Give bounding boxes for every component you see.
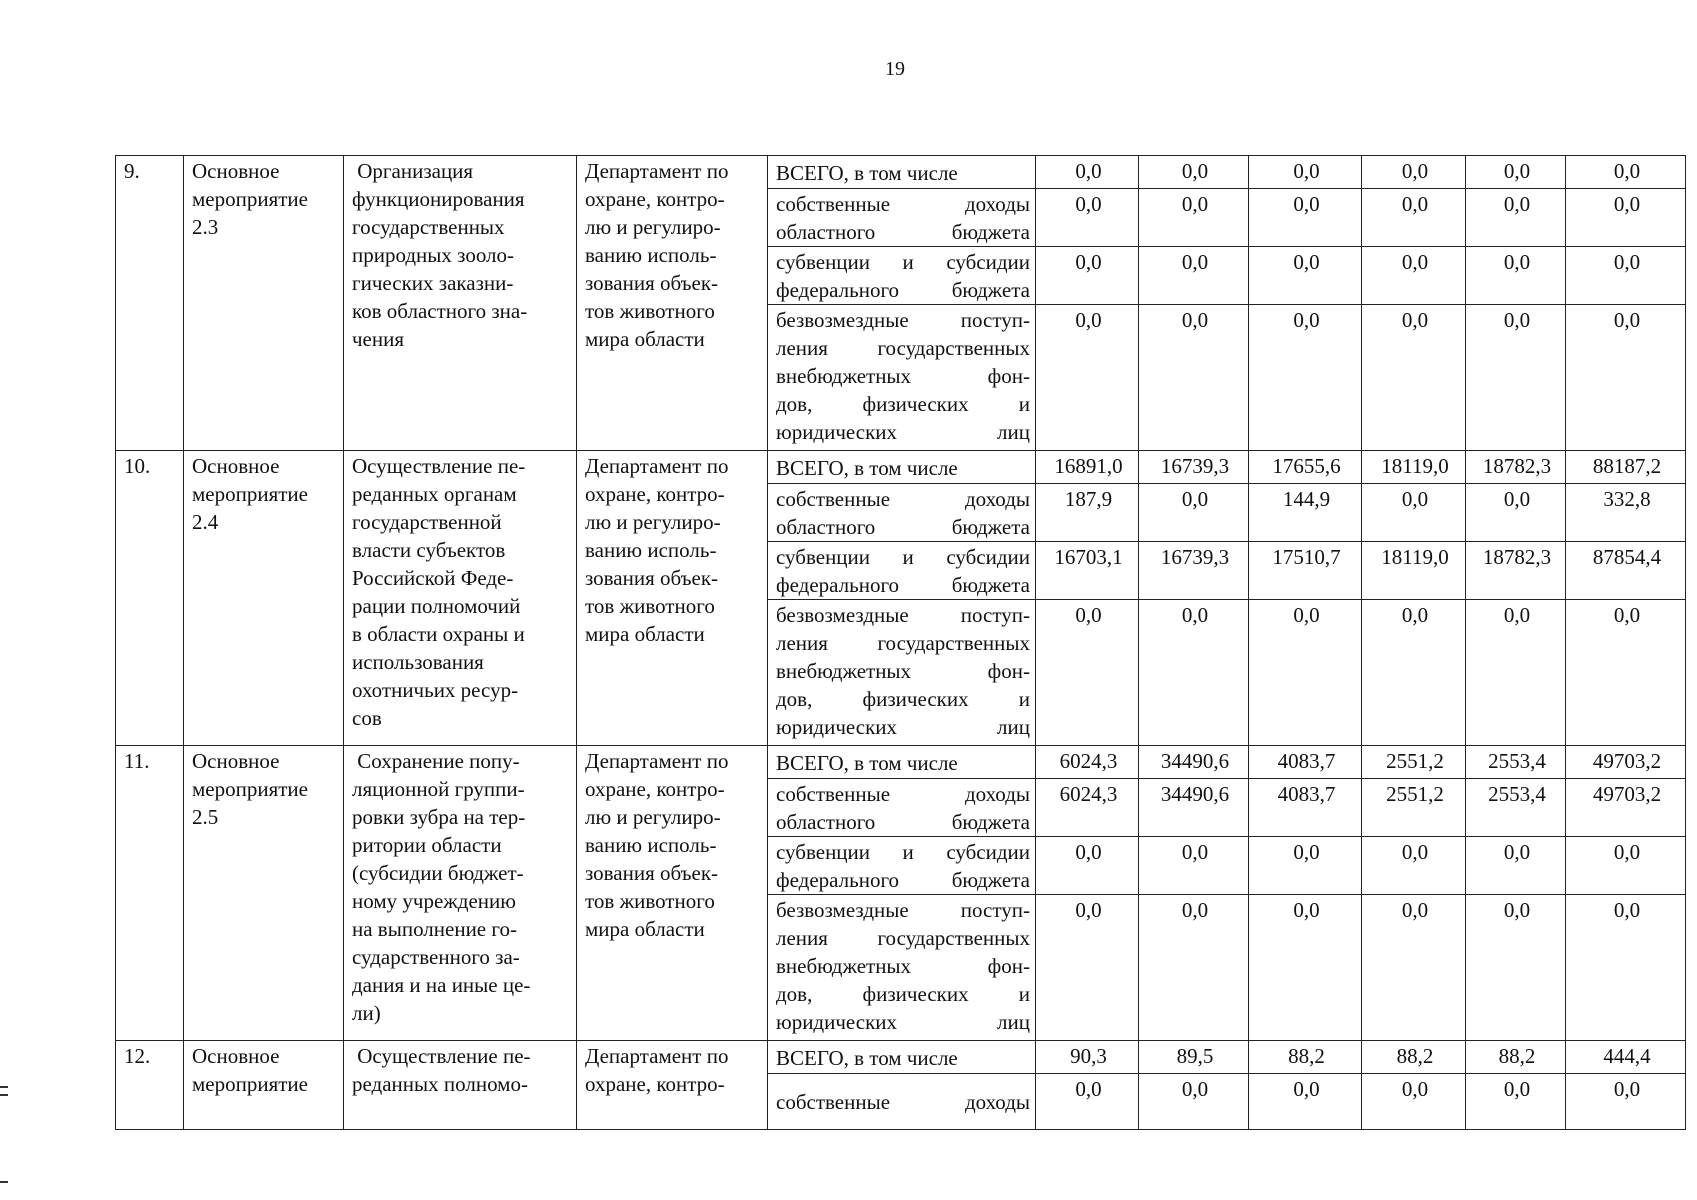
event-line: 2.3 [192, 215, 219, 239]
measure-name-line: гических заказни- [352, 271, 514, 295]
executor-line: мира области [585, 622, 705, 646]
value-cell: 0,0 [1566, 189, 1686, 247]
funding-source-line: безвозмездные поступ- [776, 308, 1030, 332]
value-cell: 0,0 [1139, 247, 1249, 305]
value-cell: 0,0 [1566, 156, 1686, 189]
event-cell [184, 156, 344, 451]
value-cell: 332,8 [1566, 484, 1686, 542]
measure-name-line: природных зооло- [352, 243, 515, 267]
value-cell: 0,0 [1466, 1074, 1566, 1130]
value-cell: 0,0 [1249, 305, 1362, 451]
value-cell: 0,0 [1249, 189, 1362, 247]
value-cell: 0,0 [1036, 600, 1139, 746]
value-cell: 89,5 [1139, 1041, 1249, 1074]
value-cell: 0,0 [1139, 305, 1249, 451]
value-cell: 0,0 [1139, 895, 1249, 1041]
value-cell: 18119,0 [1362, 451, 1466, 484]
funding-source-line: федерального бюджета [776, 573, 1030, 597]
value-cell: 0,0 [1566, 895, 1686, 1041]
measure-name-line: ному учреждению [352, 889, 516, 913]
value-cell: 18782,3 [1466, 451, 1566, 484]
measure-name-line: ли) [352, 1001, 381, 1025]
value-cell: 0,0 [1249, 837, 1362, 895]
funding-source-federal [768, 837, 1036, 895]
measure-name-line: ритории области [352, 833, 502, 857]
value-cell: 0,0 [1466, 189, 1566, 247]
value-cell: 34490,6 [1139, 779, 1249, 837]
funding-source-total: ВСЕГО, в том числе [768, 1041, 1036, 1074]
value-cell: 4083,7 [1249, 746, 1362, 779]
value-cell: 0,0 [1036, 1074, 1139, 1130]
executor-line: охране, контро- [585, 1072, 725, 1096]
event-line: 2.5 [192, 805, 219, 829]
value-cell: 2553,4 [1466, 746, 1566, 779]
funding-source-gratuitous [768, 305, 1036, 451]
funding-source-total: ВСЕГО, в том числе [768, 156, 1036, 189]
value-cell: 0,0 [1139, 189, 1249, 247]
executor-line: мира области [585, 327, 705, 351]
event-line: мероприятие [192, 482, 308, 506]
event-line: мероприятие [192, 187, 308, 211]
value-cell: 0,0 [1362, 600, 1466, 746]
row-index: 9. [116, 156, 184, 451]
measure-name-line: ков областного зна- [352, 299, 528, 323]
value-cell: 18782,3 [1466, 542, 1566, 600]
executor-line: тов животного [585, 889, 715, 913]
value-cell: 0,0 [1466, 837, 1566, 895]
value-cell: 0,0 [1466, 600, 1566, 746]
event-line: мероприятие [192, 777, 308, 801]
funding-source-line: федерального бюджета [776, 278, 1030, 302]
executor-line: Департамент по [585, 454, 729, 478]
measure-name-line: сов [352, 706, 382, 730]
value-cell: 0,0 [1566, 247, 1686, 305]
funding-source-line: безвозмездные поступ- [776, 898, 1030, 922]
measure-name-line: Организация [352, 159, 474, 183]
value-cell: 0,0 [1249, 1074, 1362, 1130]
margin-mark [0, 1086, 8, 1088]
executor-line: Департамент по [585, 749, 729, 773]
funding-source-line: ления государственных [776, 926, 1030, 950]
measure-name-line: сударственного за- [352, 945, 520, 969]
funding-source-federal [768, 247, 1036, 305]
funding-source-line: собственные доходы [776, 192, 1030, 216]
measure-name-line: государственной [352, 510, 502, 534]
funding-source-gratuitous [768, 600, 1036, 746]
event-cell [184, 451, 344, 746]
executor-line: зования объек- [585, 861, 719, 885]
measure-name-line: государственных [352, 215, 505, 239]
measure-name-line: Осуществление пе- [352, 454, 526, 478]
value-cell: 4083,7 [1249, 779, 1362, 837]
executor-cell [577, 451, 768, 746]
value-cell: 0,0 [1466, 895, 1566, 1041]
value-cell: 90,3 [1036, 1041, 1139, 1074]
value-cell: 0,0 [1139, 156, 1249, 189]
margin-mark [0, 1181, 8, 1183]
value-cell: 0,0 [1036, 247, 1139, 305]
value-cell: 0,0 [1036, 837, 1139, 895]
value-cell: 0,0 [1036, 305, 1139, 451]
funding-source-line: юридических лиц [776, 420, 1030, 444]
table-body [116, 156, 1686, 1130]
value-cell: 0,0 [1362, 247, 1466, 305]
measure-name-cell [344, 451, 577, 746]
value-cell: 444,4 [1566, 1041, 1686, 1074]
measure-name-line: реданных полномо- [352, 1072, 528, 1096]
measure-name-line: Сохранение попу- [352, 749, 520, 773]
executor-line: охране, контро- [585, 777, 725, 801]
executor-line: ванию исполь- [585, 538, 717, 562]
row-index: 12. [116, 1041, 184, 1130]
value-cell: 0,0 [1036, 189, 1139, 247]
funding-source-line: областного бюджета [776, 810, 1030, 834]
funding-source-own [768, 779, 1036, 837]
value-cell: 16739,3 [1139, 542, 1249, 600]
measure-name-line: дания и на иные це- [352, 973, 531, 997]
value-cell: 0,0 [1139, 1074, 1249, 1130]
value-cell: 6024,3 [1036, 746, 1139, 779]
measure-name-line: реданных органам [352, 482, 517, 506]
value-cell: 0,0 [1249, 600, 1362, 746]
funding-source-gratuitous [768, 895, 1036, 1041]
event-line: Основное [192, 1044, 280, 1068]
measure-name-line: на выполнение го- [352, 917, 517, 941]
funding-source-line: областного бюджета [776, 220, 1030, 244]
value-cell: 0,0 [1036, 156, 1139, 189]
value-cell: 87854,4 [1566, 542, 1686, 600]
funding-source-line: субвенции и субсидии [776, 545, 1030, 569]
budget-table [115, 155, 1686, 1130]
funding-source-line: дов, физических и [776, 392, 1030, 416]
event-line: мероприятие [192, 1072, 308, 1096]
margin-mark [0, 1094, 8, 1096]
funding-source-own [768, 484, 1036, 542]
funding-source-line: дов, физических и [776, 982, 1030, 1006]
value-cell: 0,0 [1362, 895, 1466, 1041]
value-cell: 16739,3 [1139, 451, 1249, 484]
value-cell: 0,0 [1139, 837, 1249, 895]
executor-cell [577, 1041, 768, 1130]
value-cell: 6024,3 [1036, 779, 1139, 837]
value-cell: 0,0 [1362, 484, 1466, 542]
event-line: Основное [192, 454, 280, 478]
funding-source-line: юридических лиц [776, 1010, 1030, 1034]
measure-name-cell [344, 746, 577, 1041]
value-cell: 34490,6 [1139, 746, 1249, 779]
value-cell: 2553,4 [1466, 779, 1566, 837]
funding-source-line: ления государственных [776, 336, 1030, 360]
value-cell: 0,0 [1466, 156, 1566, 189]
funding-source-line: субвенции и субсидии [776, 840, 1030, 864]
event-cell [184, 746, 344, 1041]
value-cell: 0,0 [1566, 837, 1686, 895]
measure-name-cell [344, 1041, 577, 1130]
event-cell [184, 1041, 344, 1130]
executor-line: тов животного [585, 594, 715, 618]
value-cell: 49703,2 [1566, 746, 1686, 779]
funding-source-line: ления государственных [776, 631, 1030, 655]
value-cell: 88187,2 [1566, 451, 1686, 484]
funding-source-line: внебюджетных фон- [776, 954, 1030, 978]
value-cell: 187,9 [1036, 484, 1139, 542]
value-cell: 0,0 [1466, 484, 1566, 542]
value-cell: 144,9 [1249, 484, 1362, 542]
value-cell: 0,0 [1466, 247, 1566, 305]
value-cell: 0,0 [1362, 189, 1466, 247]
executor-line: лю и регулиро- [585, 805, 721, 829]
table-row [116, 1041, 1686, 1074]
value-cell: 88,2 [1249, 1041, 1362, 1074]
value-cell: 2551,2 [1362, 746, 1466, 779]
measure-name-line: чения [352, 327, 405, 351]
executor-line: охране, контро- [585, 187, 725, 211]
executor-line: охране, контро- [585, 482, 725, 506]
event-line: Основное [192, 159, 280, 183]
value-cell: 49703,2 [1566, 779, 1686, 837]
executor-line: ванию исполь- [585, 243, 717, 267]
value-cell: 0,0 [1139, 600, 1249, 746]
executor-line: мира области [585, 917, 705, 941]
event-line: 2.4 [192, 510, 219, 534]
value-cell: 17510,7 [1249, 542, 1362, 600]
measure-name-line: ровки зубра на тер- [352, 805, 526, 829]
measure-name-line: функционирования [352, 187, 525, 211]
value-cell: 0,0 [1249, 895, 1362, 1041]
table-row [116, 746, 1686, 779]
executor-line: ванию исполь- [585, 833, 717, 857]
funding-source-line: дов, физических и [776, 687, 1030, 711]
funding-source-federal [768, 542, 1036, 600]
funding-source-line: собственные доходы [776, 782, 1030, 806]
funding-source-total: ВСЕГО, в том числе [768, 746, 1036, 779]
value-cell: 0,0 [1036, 895, 1139, 1041]
value-cell: 0,0 [1362, 837, 1466, 895]
executor-line: тов животного [585, 299, 715, 323]
value-cell: 0,0 [1566, 305, 1686, 451]
executor-line: зования объек- [585, 566, 719, 590]
value-cell: 0,0 [1362, 1074, 1466, 1130]
value-cell: 18119,0 [1362, 542, 1466, 600]
value-cell: 0,0 [1362, 305, 1466, 451]
executor-line: лю и регулиро- [585, 510, 721, 534]
funding-source-line: собственные доходы [776, 487, 1030, 511]
executor-cell [577, 746, 768, 1041]
measure-name-line: ляционной группи- [352, 777, 525, 801]
funding-source-line: субвенции и субсидии [776, 250, 1030, 274]
executor-line: зования объек- [585, 271, 719, 295]
value-cell: 17655,6 [1249, 451, 1362, 484]
value-cell: 0,0 [1566, 1074, 1686, 1130]
measure-name-line: рации полномочий [352, 594, 521, 618]
value-cell: 0,0 [1362, 156, 1466, 189]
table-row [116, 451, 1686, 484]
value-cell: 0,0 [1139, 484, 1249, 542]
value-cell: 2551,2 [1362, 779, 1466, 837]
measure-name-line: Осуществление пе- [352, 1044, 531, 1068]
measure-name-line: охотничьих ресур- [352, 678, 519, 702]
row-index: 10. [116, 451, 184, 746]
executor-line: лю и регулиро- [585, 215, 721, 239]
event-line: Основное [192, 749, 280, 773]
value-cell: 16891,0 [1036, 451, 1139, 484]
value-cell: 0,0 [1249, 247, 1362, 305]
funding-source-line: внебюджетных фон- [776, 659, 1030, 683]
value-cell: 0,0 [1249, 156, 1362, 189]
measure-name-line: использования [352, 650, 484, 674]
measure-name-line: власти субъектов [352, 538, 506, 562]
executor-line: Департамент по [585, 159, 729, 183]
funding-source-line: федерального бюджета [776, 868, 1030, 892]
value-cell: 0,0 [1566, 600, 1686, 746]
value-cell: 88,2 [1362, 1041, 1466, 1074]
measure-name-line: (субсидии бюджет- [352, 861, 524, 885]
funding-source-line: юридических лиц [776, 715, 1030, 739]
value-cell: 16703,1 [1036, 542, 1139, 600]
executor-cell [577, 156, 768, 451]
funding-source-line: внебюджетных фон- [776, 364, 1030, 388]
page-number: 19 [885, 58, 905, 80]
table-row [116, 156, 1686, 189]
measure-name-line: Российской Феде- [352, 566, 514, 590]
funding-source-own: собственные доходы [768, 1074, 1036, 1130]
funding-source-own [768, 189, 1036, 247]
value-cell: 88,2 [1466, 1041, 1566, 1074]
measure-name-line: в области охраны и [352, 622, 525, 646]
funding-source-line: безвозмездные поступ- [776, 603, 1030, 627]
value-cell: 0,0 [1466, 305, 1566, 451]
funding-source-total: ВСЕГО, в том числе [768, 451, 1036, 484]
executor-line: Департамент по [585, 1044, 729, 1068]
row-index: 11. [116, 746, 184, 1041]
measure-name-cell [344, 156, 577, 451]
funding-source-line: областного бюджета [776, 515, 1030, 539]
